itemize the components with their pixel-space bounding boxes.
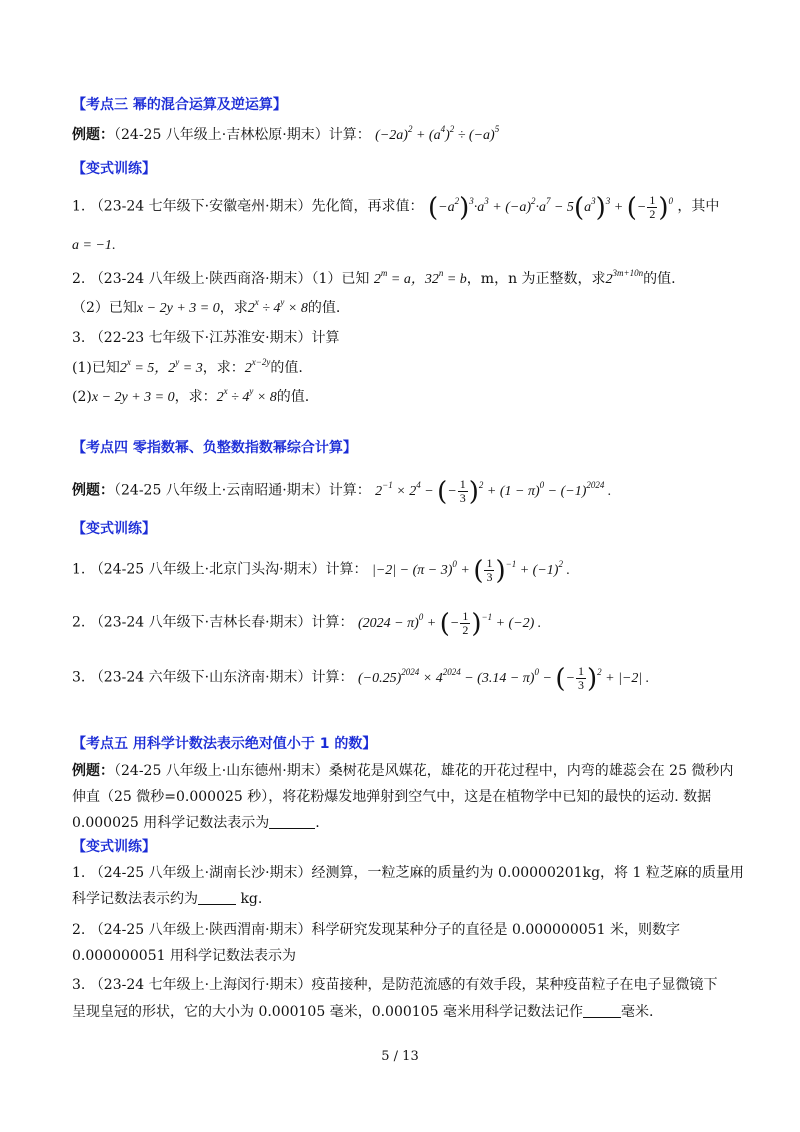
question-mid: ，m，n 为正整数，求 <box>466 271 606 287</box>
section4-q3 <box>72 665 649 692</box>
question-number: 1. <box>72 198 86 215</box>
q2-formula: $(2024 - \pi)^0$ + (− $\frac{1}{2}$ )$^{-1}$ + (−2) . <box>357 608 542 639</box>
section5-example-line3: 0.000025 用科学记数法表示为 . <box>72 815 320 831</box>
section3-q2 <box>72 268 676 288</box>
part-mid: ，求： <box>174 389 217 405</box>
example-text: （24-25 八年级上·山东德州·期末）桑树花是风媒花，雄花的开花过程中，内弯的雄蕊会在 25 微秒内 <box>114 763 734 779</box>
part-mid: ，求 <box>219 300 248 316</box>
q1-formula: $|-2| - (\pi - 3)^0$ + ( $\frac{1}{3}$ )$^{-1} + (-1)^2$ . <box>371 555 570 586</box>
question-text: （22-23 七年级下·江苏淮安·期末）计算 <box>89 330 340 346</box>
section3-practice-label: 【变式训练】 <box>72 161 156 177</box>
part-label: (1)已知 <box>72 360 120 376</box>
q2-formula-b: $2^{3m+10n}$ <box>605 268 644 287</box>
question-number: 1. <box>72 561 86 578</box>
unit: 毫米. <box>620 1004 654 1020</box>
q2-part2-formula: x − 2y + 3 = 0 <box>136 301 220 316</box>
section3-example <box>72 124 499 144</box>
section5-practice-label: 【变式训练】 <box>72 839 156 855</box>
example-text: （24-25 八年级上·云南昭通·期末）计算： <box>114 482 371 499</box>
part-label: (2) <box>72 389 92 405</box>
section5-q2-line2: 0.000000051 用科学记数法表示为 <box>72 948 296 964</box>
example-label: 例题： <box>72 763 114 779</box>
section5-q2-line1: 2. （24-25 八年级上·陕西渭南·期末）科学研究发现某种分子的直径是 0.000000051 米，则数字 <box>72 922 680 938</box>
q2-formula-a: $2^m = a$，$32^n = b$ <box>373 268 467 287</box>
question-end: 的值. <box>643 271 676 287</box>
section3-q3 <box>72 327 340 347</box>
section4-q1 <box>72 557 570 584</box>
q3-part1-cond: $2^x = 5$，$2^y = 3$ <box>119 357 203 376</box>
q3-formula: $(-0.25)^{2024} \times 4^{2024} - (3.14 - \pi)^0$ − (− $\frac{1}{3}$ )$^2$ + |−2| . <box>357 663 650 694</box>
example-label: 例题： <box>72 127 114 143</box>
question-text: （24-25 八年级上·北京门头沟·期末）计算： <box>89 561 368 578</box>
q3-part2-expr: $2^x \div 4^y \times 8$ <box>216 386 277 405</box>
section3-title: 【考点三 幂的混合运算及逆运算】 <box>72 97 287 113</box>
answer-blank[interactable] <box>583 1005 621 1018</box>
unit: kg. <box>240 891 263 907</box>
question-text: 科学记数法表示约为 <box>72 891 198 907</box>
part-end: 的值. <box>307 300 341 316</box>
question-number: 2. <box>72 614 86 631</box>
question-text: （23-24 八年级上·陕西商洛·期末）（1）已知 <box>89 271 370 287</box>
section3-q1 <box>72 194 719 221</box>
period: . <box>111 238 116 253</box>
part-label: （2）已知 <box>72 300 137 316</box>
q1-formula: $(-a^2)^3\cdot a^3 + (-a)^2\cdot a^7 - 5(a^3)^3$ + (− $\frac{1}{2}$ )$^0$ <box>427 192 673 223</box>
example-formula: $(-2a)^2 + (a^4)^2 \div (-a)^5$ <box>375 124 500 143</box>
example-formula: $2^{-1} \times 2^4$ − (− $\frac{1}{3}$ )$^2 + (1 - \pi)^0 - (-1)^{2024}$ . <box>375 476 612 507</box>
answer-blank[interactable] <box>269 816 315 829</box>
q2-part2-expr: $2^x \div 4^y \times 8$ <box>247 297 308 316</box>
section4-practice-label: 【变式训练】 <box>72 521 156 537</box>
question-number: 3. <box>72 330 86 346</box>
part-mid: ，求： <box>202 360 245 376</box>
page-number: 5 / 13 <box>381 1049 419 1064</box>
question-text: （23-24 七年级下·安徽亳州·期末）先化简，再求值： <box>89 198 424 215</box>
section4-example <box>72 478 611 505</box>
section4-q2 <box>72 610 541 637</box>
section4-title: 【考点四 零指数幂、负整数指数幂综合计算】 <box>72 440 357 456</box>
question-text: （23-24 八年级下·吉林长春·期末）计算： <box>89 614 354 631</box>
section5-q1-line1: 1. （24-25 八年级上·湖南长沙·期末）经测算，一粒芝麻的质量约为 0.00000201kg，将 1 粒芝麻的质量用 <box>72 865 744 881</box>
section3-q3-part2 <box>72 386 309 406</box>
section5-example-line2: 伸直（25 微秒=0.000025 秒），将花粉爆发地弹射到空气中，这是在植物学中已知的最快的运动. 数据 <box>72 789 712 805</box>
section5-q1-line2 <box>72 888 262 908</box>
question-text: （23-24 六年级下·山东济南·期末）计算： <box>89 669 354 686</box>
question-text: 呈现皇冠的形状，它的大小为 0.000105 毫米，0.000105 毫米用科学记数法记作 <box>72 1004 583 1020</box>
condition: a = −1 <box>72 238 112 253</box>
section5-title: 【考点五 用科学计数法表示绝对值小于 1 的数】 <box>72 736 377 752</box>
section5-q3-line1: 3. （23-24 七年级上·上海闵行·期末）疫苗接种，是防范流感的有效手段，某种疫苗粒子在电子显微镜下 <box>72 977 718 993</box>
example-label: 例题： <box>72 482 114 499</box>
part-end: 的值. <box>276 389 310 405</box>
answer-blank[interactable] <box>198 892 236 905</box>
example-text: 0.000025 用科学记数法表示为 <box>72 815 270 831</box>
q3-part2-cond: x − 2y + 3 = 0 <box>91 390 175 405</box>
section3-q1-condition <box>72 238 115 254</box>
section5-example-line1 <box>72 760 733 780</box>
part-end: 的值. <box>270 360 303 376</box>
section3-q2-part2 <box>72 297 340 317</box>
section5-q3-line2 <box>72 1001 653 1021</box>
example-text: （24-25 八年级上·吉林松原·期末）计算： <box>114 127 371 143</box>
q3-part1-expr: $2^{x-2y}$ <box>244 357 271 376</box>
question-number: 3. <box>72 669 86 686</box>
question-number: 2. <box>72 271 86 287</box>
question-tail: ，其中 <box>677 198 720 215</box>
section3-q3-part1 <box>72 357 303 377</box>
